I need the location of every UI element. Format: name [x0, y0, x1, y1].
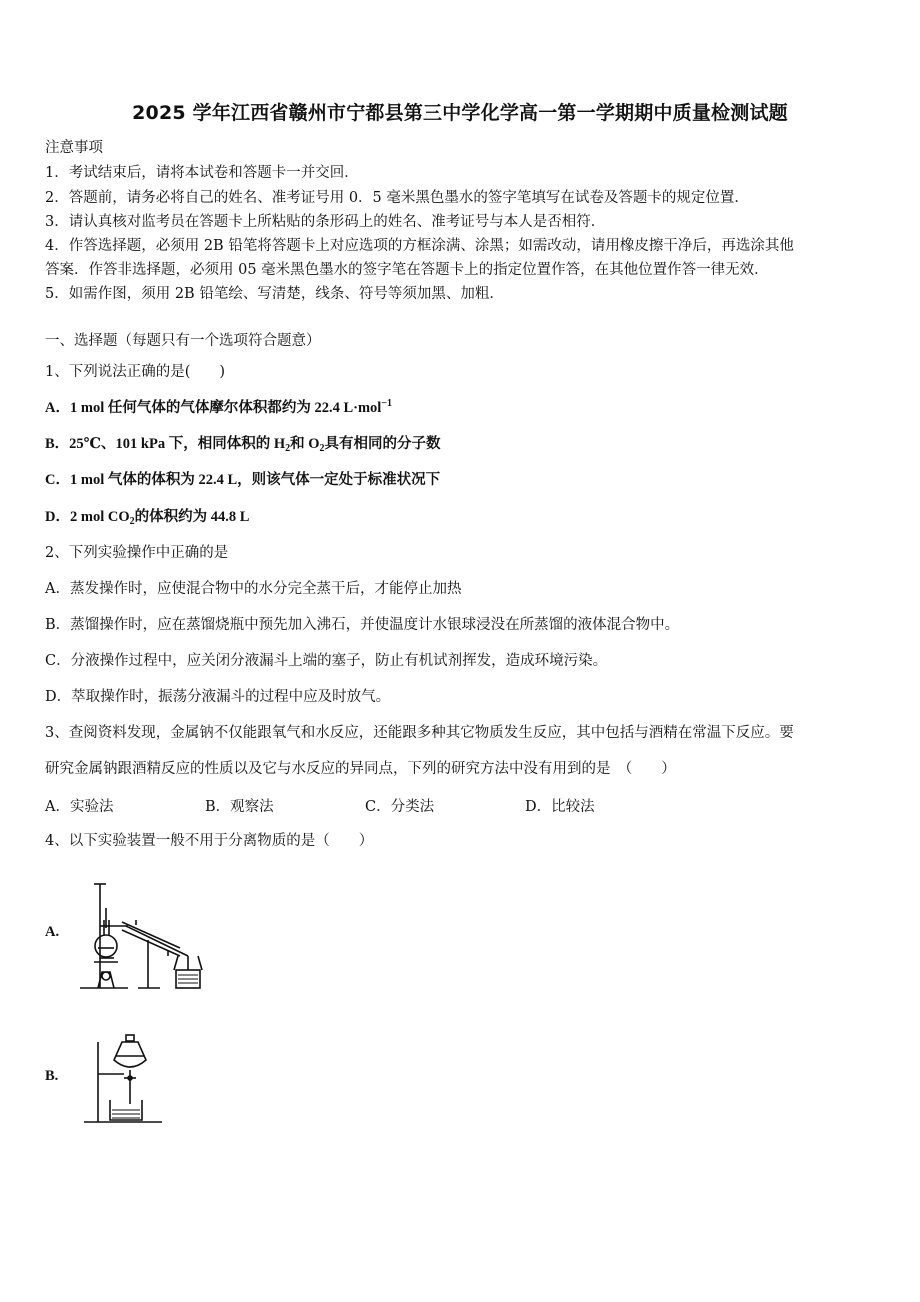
- q3-option-b: B．观察法: [205, 799, 274, 815]
- question-stem-1: 1、下列说法正确的是( ): [45, 364, 226, 380]
- q1-option-a: [45, 398, 392, 418]
- notice-item: 答案．作答非选择题，必须用 05 毫米黑色墨水的签字笔在答题卡上的指定位置作答，在其他位置作答一律无效．: [45, 262, 769, 278]
- option-label: B．: [45, 436, 70, 452]
- q1-option-c: [45, 470, 440, 490]
- option-label: A．: [45, 400, 70, 416]
- option-text: 2 mol CO: [69, 509, 130, 525]
- section-heading: 一、选择题（每题只有一个选项符合题意）: [45, 333, 321, 349]
- subscript: 2: [285, 443, 291, 454]
- subscript: 2: [319, 443, 325, 454]
- distillation-apparatus-icon: [76, 880, 206, 995]
- q4-option-b-label: B.: [45, 1068, 59, 1084]
- q2-option-b: B．蒸馏操作时，应在蒸馏烧瓶中预先加入沸石，并使温度计水银球浸没在所蒸馏的液体混合物中。: [45, 617, 680, 633]
- q3-option-d: D．比较法: [525, 799, 595, 815]
- notice-item: 2．答题前，请务必将自己的姓名、准考证号用 0．5 毫米黑色墨水的签字笔填写在试卷及答题卡的规定位置．: [45, 190, 749, 206]
- q1-option-d: [45, 507, 249, 527]
- option-text: 25℃、101 kPa 下，相同体积的 H: [69, 436, 286, 452]
- page-title: 2025 学年江西省赣州市宁都县第三中学化学高一第一学期期中质量检测试题: [132, 102, 788, 124]
- q4-option-a-label: A.: [45, 924, 60, 940]
- option-label: C．: [45, 472, 70, 488]
- q3-option-c: C．分类法: [365, 799, 435, 815]
- separatory-funnel-apparatus-icon: [80, 1032, 170, 1128]
- question-stem-3-line1: 3、查阅资料发现，金属钠不仅能跟氧气和水反应，还能跟多种其它物质发生反应，其中包括与酒精在常温下反应。要: [45, 725, 794, 741]
- q2-option-c: C．分液操作过程中，应关闭分液漏斗上端的塞子，防止有机试剂挥发，造成环境污染。: [45, 653, 608, 669]
- q1-option-b: [45, 434, 441, 454]
- notice-item: 1．考试结束后，请将本试卷和答题卡一并交回．: [45, 165, 359, 181]
- notice-heading: 注意事项: [45, 140, 103, 156]
- question-stem-4: 4、以下实验装置一般不用于分离物质的是（ ）: [45, 833, 374, 849]
- superscript: −1: [381, 398, 393, 409]
- q2-option-d: D．萃取操作时，振荡分液漏斗的过程中应及时放气。: [45, 689, 391, 705]
- q3-option-a: A．实验法: [45, 799, 114, 815]
- option-label: D．: [45, 509, 70, 525]
- notice-item: 5．如需作图，须用 2B 铅笔绘、写清楚，线条、符号等须加黑、加粗．: [45, 286, 504, 302]
- question-stem-2: 2、下列实验操作中正确的是: [45, 545, 229, 561]
- option-text: 具有相同的分子数: [324, 436, 441, 452]
- notice-item: 3．请认真核对监考员在答题卡上所粘贴的条形码上的姓名、准考证号与本人是否相符．: [45, 214, 606, 230]
- option-text: 和 O: [290, 436, 320, 452]
- question-stem-3-line2: 研究金属钠跟酒精反应的性质以及它与水反应的异同点，下列的研究方法中没有用到的是 （ ）: [45, 761, 676, 777]
- subscript: 2: [129, 516, 135, 527]
- notice-item: 4．作答选择题，必须用 2B 铅笔将答题卡上对应选项的方框涂满、涂黑；如需改动，请用橡皮擦干净后，再选涂其他: [45, 238, 794, 254]
- option-text: 1 mol 任何气体的气体摩尔体积都约为 22.4 L·mol: [69, 400, 382, 416]
- q2-option-a: A．蒸发操作时，应使混合物中的水分完全蒸干后，才能停止加热: [45, 581, 462, 597]
- option-text: 1 mol 气体的体积为 22.4 L，则该气体一定处于标准状况下: [69, 472, 441, 488]
- option-text: 的体积约为 44.8 L: [134, 509, 250, 525]
